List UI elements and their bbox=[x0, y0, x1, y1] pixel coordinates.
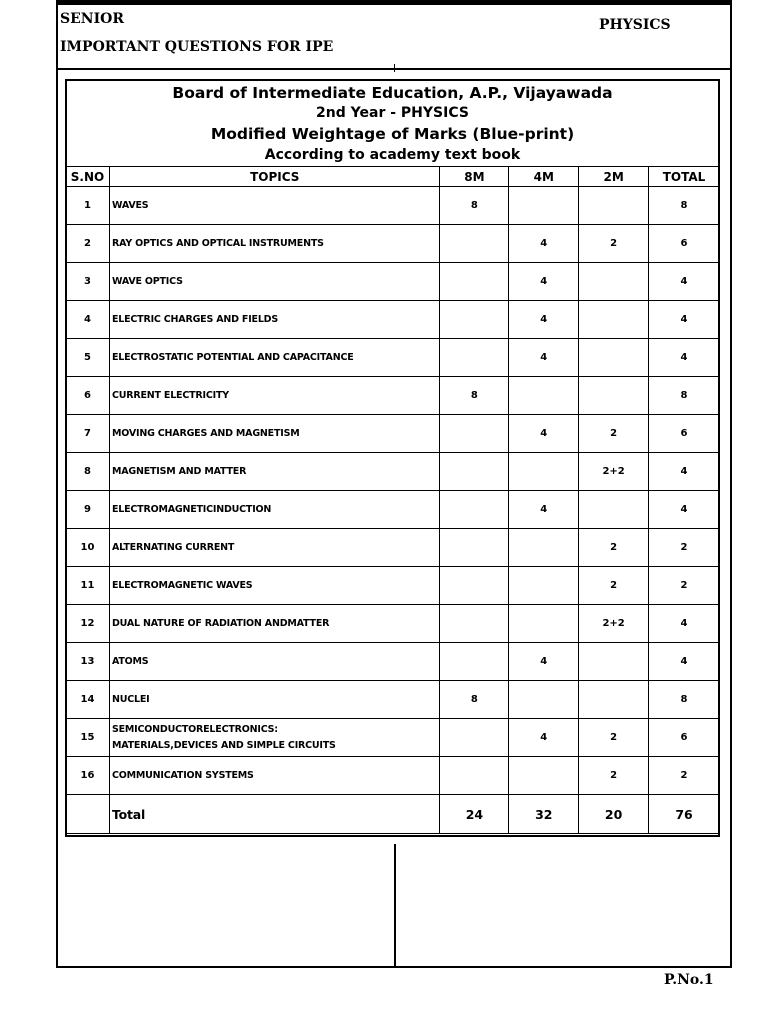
table-header-row bbox=[66, 167, 720, 187]
topic-line: WAVE OPTICS bbox=[111, 275, 183, 287]
sno-cell: 6 bbox=[66, 377, 110, 415]
marks-8m-cell bbox=[440, 529, 509, 567]
board-title: Board of Intermediate Education, A.P., Vijayawada bbox=[172, 84, 613, 102]
marks-2m-cell: 2 bbox=[579, 529, 649, 567]
marks-4m-cell bbox=[509, 453, 579, 491]
topic-cell bbox=[109, 263, 440, 301]
table-row bbox=[66, 643, 720, 681]
table-body bbox=[66, 187, 720, 795]
total-cell: 4 bbox=[649, 263, 720, 301]
total-cell: 4 bbox=[649, 605, 720, 643]
topic-line: ALTERNATING CURRENT bbox=[111, 541, 235, 553]
sno-cell: 2 bbox=[66, 225, 110, 263]
marks-2m-cell bbox=[579, 187, 649, 225]
marks-4m-cell bbox=[509, 757, 579, 795]
sno-cell: 5 bbox=[66, 339, 110, 377]
table-row bbox=[66, 491, 720, 529]
marks-4m-cell: 4 bbox=[509, 719, 579, 757]
sno-cell: 14 bbox=[66, 681, 110, 719]
sno-cell: 3 bbox=[66, 263, 110, 301]
table-row bbox=[66, 187, 720, 225]
marks-4m-cell: 4 bbox=[509, 301, 579, 339]
table-row bbox=[66, 567, 720, 605]
marks-8m-cell bbox=[440, 719, 509, 757]
topic-line: CURRENT ELECTRICITY bbox=[111, 389, 229, 401]
sno-cell: 16 bbox=[66, 757, 110, 795]
topic-line: ATOMS bbox=[111, 655, 149, 667]
marks-8m-cell: 8 bbox=[440, 681, 509, 719]
topic-cell bbox=[109, 377, 440, 415]
marks-8m-cell: 8 bbox=[440, 187, 509, 225]
col-2m-header: 2M bbox=[579, 167, 649, 187]
marks-4m-cell: 4 bbox=[509, 643, 579, 681]
page-number: P.No.1 bbox=[664, 972, 714, 988]
topic-cell bbox=[109, 301, 440, 339]
topic-line: ELECTROSTATIC POTENTIAL AND CAPACITANCE bbox=[111, 351, 354, 363]
total-sno-cell bbox=[66, 795, 110, 834]
marks-8m-cell bbox=[440, 605, 509, 643]
total-cell: 6 bbox=[649, 719, 720, 757]
topic-line: RAY OPTICS AND OPTICAL INSTRUMENTS bbox=[111, 237, 324, 249]
topic-line: ELECTROMAGNETICINDUCTION bbox=[111, 503, 272, 515]
marks-8m-cell bbox=[440, 339, 509, 377]
marks-4m-cell bbox=[509, 567, 579, 605]
topic-cell bbox=[109, 643, 440, 681]
topic-line: DUAL NATURE OF RADIATION ANDMATTER bbox=[111, 617, 330, 629]
marks-8m-cell bbox=[440, 453, 509, 491]
marks-2m-cell bbox=[579, 263, 649, 301]
topic-cell bbox=[109, 605, 440, 643]
total-label: Total bbox=[109, 795, 440, 834]
marks-4m-cell bbox=[509, 187, 579, 225]
topic-line: MATERIALS,DEVICES AND SIMPLE CIRCUITS bbox=[111, 739, 336, 751]
table-row bbox=[66, 605, 720, 643]
table-row bbox=[66, 681, 720, 719]
col-topics-header: TOPICS bbox=[109, 167, 440, 187]
total-cell: 2 bbox=[649, 757, 720, 795]
total-cell: 4 bbox=[649, 339, 720, 377]
sno-cell: 12 bbox=[66, 605, 110, 643]
textbook-note: According to academy text book bbox=[264, 147, 521, 163]
marks-2m-cell: 2 bbox=[579, 415, 649, 453]
total-cell: 4 bbox=[649, 453, 720, 491]
marks-2m-cell bbox=[579, 643, 649, 681]
total-cell: 4 bbox=[649, 301, 720, 339]
marks-8m-cell bbox=[440, 757, 509, 795]
marks-4m-cell: 4 bbox=[509, 225, 579, 263]
topic-cell bbox=[109, 567, 440, 605]
header-subtitle: IMPORTANT QUESTIONS FOR IPE bbox=[60, 39, 334, 55]
marks-4m-cell: 4 bbox=[509, 339, 579, 377]
sno-cell: 1 bbox=[66, 187, 110, 225]
marks-4m-cell: 4 bbox=[509, 263, 579, 301]
marks-2m-cell: 2 bbox=[579, 225, 649, 263]
marks-2m-cell bbox=[579, 339, 649, 377]
table-row bbox=[66, 757, 720, 795]
sno-cell: 13 bbox=[66, 643, 110, 681]
marks-8m-cell: 8 bbox=[440, 377, 509, 415]
topic-cell bbox=[109, 415, 440, 453]
total-cell: 6 bbox=[649, 415, 720, 453]
header-level: SENIOR bbox=[60, 11, 124, 27]
marks-4m-cell: 4 bbox=[509, 491, 579, 529]
marks-4m-cell bbox=[509, 529, 579, 567]
topic-line: WAVES bbox=[111, 199, 149, 211]
marks-2m-cell: 2 bbox=[579, 719, 649, 757]
marks-2m-cell bbox=[579, 681, 649, 719]
marks-2m-cell: 2+2 bbox=[579, 453, 649, 491]
total-2m: 20 bbox=[579, 795, 649, 834]
marks-8m-cell bbox=[440, 643, 509, 681]
table-row bbox=[66, 719, 720, 757]
divider-tick bbox=[394, 64, 395, 72]
col-8m-header: 8M bbox=[440, 167, 509, 187]
marks-2m-cell: 2 bbox=[579, 567, 649, 605]
topic-cell bbox=[109, 757, 440, 795]
total-8m: 24 bbox=[440, 795, 509, 834]
sno-cell: 8 bbox=[66, 453, 110, 491]
topic-cell bbox=[109, 719, 440, 757]
topic-line: MOVING CHARGES AND MAGNETISM bbox=[111, 427, 300, 439]
table-row bbox=[66, 453, 720, 491]
marks-2m-cell: 2+2 bbox=[579, 605, 649, 643]
total-cell: 2 bbox=[649, 567, 720, 605]
table-row bbox=[66, 301, 720, 339]
marks-4m-cell bbox=[509, 681, 579, 719]
topic-cell bbox=[109, 681, 440, 719]
table-row bbox=[66, 339, 720, 377]
total-cell: 4 bbox=[649, 491, 720, 529]
total-4m: 32 bbox=[509, 795, 579, 834]
topic-cell bbox=[109, 529, 440, 567]
topic-line: NUCLEI bbox=[111, 693, 150, 705]
topic-cell bbox=[109, 187, 440, 225]
total-cell: 8 bbox=[649, 681, 720, 719]
topic-cell bbox=[109, 453, 440, 491]
total-cell: 8 bbox=[649, 377, 720, 415]
topic-cell bbox=[109, 491, 440, 529]
table-row bbox=[66, 225, 720, 263]
total-cell: 6 bbox=[649, 225, 720, 263]
marks-8m-cell bbox=[440, 225, 509, 263]
total-row bbox=[66, 795, 720, 834]
weightage-table bbox=[65, 166, 720, 834]
marks-4m-cell: 4 bbox=[509, 415, 579, 453]
marks-8m-cell bbox=[440, 301, 509, 339]
marks-2m-cell bbox=[579, 377, 649, 415]
total-cell: 8 bbox=[649, 187, 720, 225]
col-total-header: TOTAL bbox=[649, 167, 720, 187]
topic-line: ELECTROMAGNETIC WAVES bbox=[111, 579, 253, 591]
topic-line: COMMUNICATION SYSTEMS bbox=[111, 769, 254, 781]
sno-cell: 7 bbox=[66, 415, 110, 453]
col-4m-header: 4M bbox=[509, 167, 579, 187]
sno-cell: 11 bbox=[66, 567, 110, 605]
marks-2m-cell bbox=[579, 491, 649, 529]
table-row bbox=[66, 529, 720, 567]
topic-line: SEMICONDUCTORELECTRONICS: bbox=[111, 723, 278, 735]
total-cell: 4 bbox=[649, 643, 720, 681]
sno-cell: 9 bbox=[66, 491, 110, 529]
footer-divider bbox=[394, 844, 396, 968]
marks-8m-cell bbox=[440, 491, 509, 529]
table-row bbox=[66, 263, 720, 301]
total-cell: 2 bbox=[649, 529, 720, 567]
topic-cell bbox=[109, 225, 440, 263]
marks-2m-cell bbox=[579, 301, 649, 339]
topic-line: ELECTRIC CHARGES AND FIELDS bbox=[111, 313, 279, 325]
col-sno-header: S.NO bbox=[66, 167, 110, 187]
topic-cell bbox=[109, 339, 440, 377]
marks-8m-cell bbox=[440, 263, 509, 301]
sno-cell: 10 bbox=[66, 529, 110, 567]
table-row bbox=[66, 377, 720, 415]
sno-cell: 15 bbox=[66, 719, 110, 757]
marks-4m-cell bbox=[509, 377, 579, 415]
weightage-title: Modified Weightage of Marks (Blue-print) bbox=[210, 125, 575, 143]
topic-line: MAGNETISM AND MATTER bbox=[111, 465, 247, 477]
marks-4m-cell bbox=[509, 605, 579, 643]
marks-8m-cell bbox=[440, 567, 509, 605]
header-subject: PHYSICS bbox=[599, 17, 671, 33]
total-total: 76 bbox=[649, 795, 720, 834]
sno-cell: 4 bbox=[66, 301, 110, 339]
marks-2m-cell: 2 bbox=[579, 757, 649, 795]
table-row bbox=[66, 415, 720, 453]
marks-8m-cell bbox=[440, 415, 509, 453]
year-subject-title: 2nd Year - PHYSICS bbox=[316, 105, 469, 121]
